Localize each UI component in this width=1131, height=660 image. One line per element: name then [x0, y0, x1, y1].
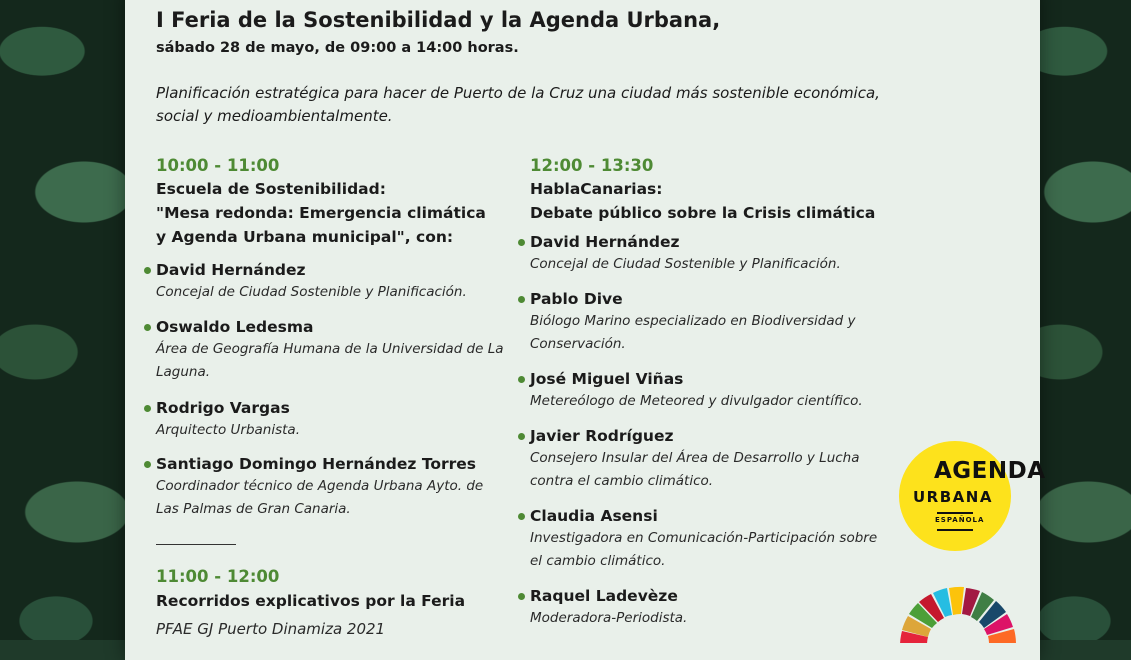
logo-line2: URBANA — [913, 488, 993, 506]
session-heading: Recorridos explicativos por la Feria — [156, 592, 466, 610]
speaker-role: Coordinador técnico de Agenda Urbana Ayto. de Las Palmas de Gran Canaria. — [156, 478, 484, 517]
sdg-wheel-icon — [896, 583, 1021, 643]
speaker-role: Consejero Insular del Área de Desarrollo y Lucha contra el cambio climático. — [530, 450, 860, 489]
speaker-role: Investigadora en Comunicación-Participación sobre el cambio climático. — [530, 530, 878, 569]
speaker-item — [530, 425, 870, 493]
logo-line1: AGENDA — [934, 458, 1046, 484]
speaker-role: Concejal de Ciudad Sostenible y Planificación. — [530, 256, 841, 272]
logo-rule — [937, 512, 973, 514]
session-time: 12:00 - 13:30 — [530, 156, 654, 175]
speaker-name: José Miguel Viñas — [530, 368, 902, 390]
speaker-name: Oswaldo Ledesma — [156, 316, 506, 338]
speaker-role: Metereólogo de Meteored y divulgador científico. — [530, 393, 863, 409]
speaker-item — [530, 505, 890, 573]
divider — [156, 544, 236, 545]
session-time: 11:00 - 12:00 — [156, 567, 280, 586]
session-heading-line: y Agenda Urbana municipal", con: — [156, 228, 454, 246]
speaker-role: Arquitecto Urbanista. — [156, 422, 300, 438]
session-subtitle: PFAE GJ Puerto Dinamiza 2021 — [156, 620, 386, 638]
speaker-role: Área de Geografía Humana de la Universidad de La Laguna. — [156, 341, 504, 380]
speaker-item — [530, 288, 902, 356]
speaker-role: Moderadora-Periodista. — [530, 610, 688, 626]
speaker-name: Pablo Dive — [530, 288, 902, 310]
speaker-name: Rodrigo Vargas — [156, 397, 506, 419]
speaker-role: Biólogo Marino especializado en Biodiversidad y Conservación. — [530, 313, 856, 352]
logo-rule — [937, 529, 973, 531]
session-heading-line: Debate público sobre la Crisis climática — [530, 204, 876, 222]
speaker-item — [156, 259, 506, 304]
speaker-item — [530, 368, 902, 413]
speaker-name: Javier Rodríguez — [530, 425, 870, 447]
leaf-background-right — [1036, 0, 1131, 640]
agenda-urbana-logo — [899, 441, 1046, 551]
event-intro: Planificación estratégica para hacer de Puerto de la Cruz una ciudad más sostenible económica, social y medioambientalmente. — [156, 84, 880, 125]
speaker-name: Claudia Asensi — [530, 505, 890, 527]
speaker-item — [156, 316, 506, 384]
poster-content — [156, 0, 1036, 640]
leaf-background-left — [0, 0, 140, 640]
speaker-item — [156, 453, 506, 521]
event-date: sábado 28 de mayo, de 09:00 a 14:00 horas. — [156, 40, 519, 56]
speaker-name: David Hernández — [530, 231, 902, 253]
speaker-item — [156, 397, 506, 442]
session-heading-line: HablaCanarias: — [530, 180, 663, 198]
speaker-role: Concejal de Ciudad Sostenible y Planificación. — [156, 284, 467, 300]
session-heading-line: "Mesa redonda: Emergencia climática — [156, 204, 486, 222]
speaker-item — [530, 231, 902, 276]
logo-line3: ESPAÑOLA — [935, 516, 985, 524]
event-title: I Feria de la Sostenibilidad y la Agenda Urbana, — [156, 8, 721, 32]
speaker-name: Santiago Domingo Hernández Torres — [156, 453, 506, 475]
speaker-item — [530, 585, 902, 630]
session-heading-line: Escuela de Sostenibilidad: — [156, 180, 386, 198]
session-time: 10:00 - 11:00 — [156, 156, 280, 175]
speaker-name: Raquel Ladevèze — [530, 585, 902, 607]
speaker-name: David Hernández — [156, 259, 506, 281]
